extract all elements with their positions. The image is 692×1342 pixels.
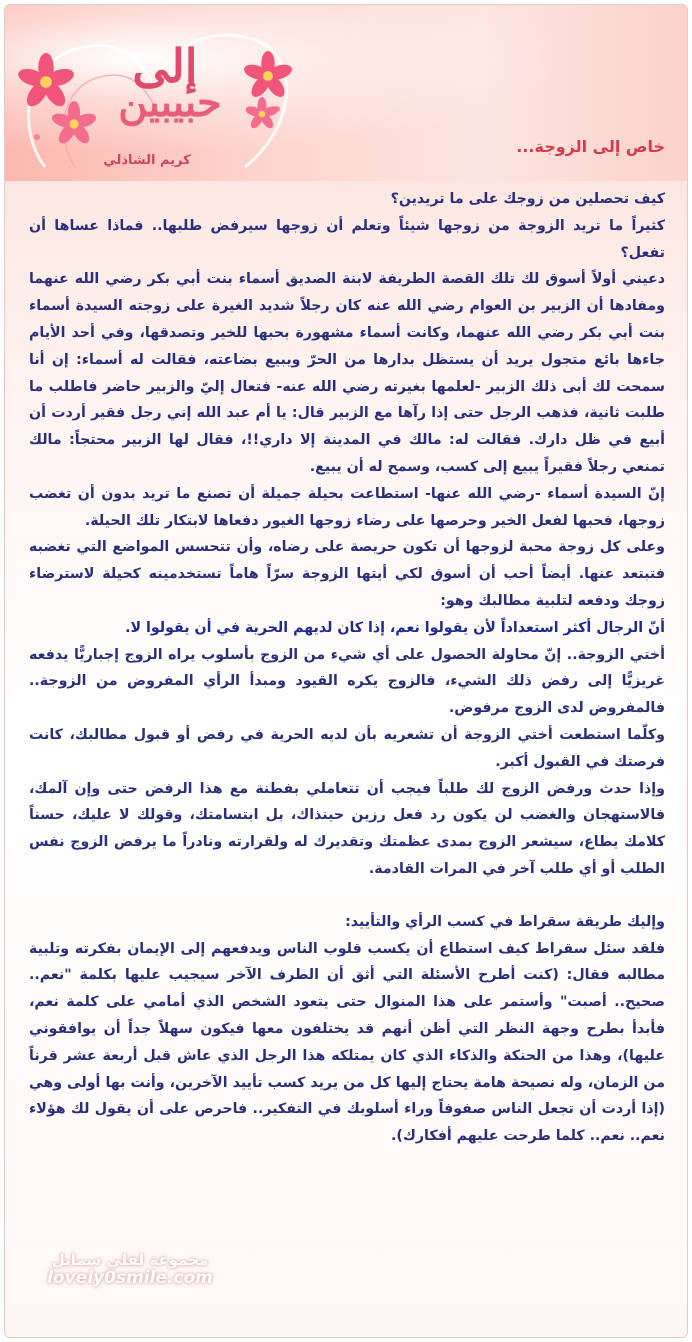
page-frame [4,4,688,1338]
article-paragraph: دعيني أولاً أسوق لك تلك القصة الطريفة لابنة الصديق أسماء بنت أبي بكر رضي الله عنهما ومفادها أن الزبير بن العوام رضي الله عنه كان رجلاً شديد الغيرة على زوجته السيدة أسماء بنت أبي بكر رضي الله عنهما، وكانت أسماء مشهورة بحبها للخير وتصدقها، وفي أحد الأيام جاءها بائع متجول يريد أن يستظل بدارها من الحرّ ويبيع بضاعته، فقالت له أسماء: إن أنا سمحت لك أبى ذلك الزبير -لعلمها بغيرته رضي الله عنه- فتعال إليّ والزبير حاضر فاطلب ما طلبت ثانية، فذهب الرجل حتى إذا رآها مع الزبير قال: يا أم عبد الله إني رجل فقير أردت أن أبيع في ظل دارك. فقالت له: مالك في المدينة إلا داري!!، فقال لها الزبير محتجاً: مالك تمنعي رجلاً فقيراً يبيع إلى كسب، وسمح له أن يبيع. [29,271,665,475]
article-paragraph: كثيراً ما تريد الزوجة من زوجها شيئاً وتعلم أن زوجها سيرفض طلبها.. فماذا عساها أن تفعل؟ [29,217,665,261]
article-paragraph: وعلى كل زوجة محبة لزوجها أن تكون حريصة على رضاه، وأن تتحسس المواضع التي تغضبه فتبتعد عنها. أيضاً أحب أن أسوق لكي أيتها الزوجة سرّاً هاماً تستخدمينه كحيلة لاسترضاء زوجك ودفعه لتلبية مطالبك وهو: [29,539,665,609]
watermark-arabic: مجموعة لفلي سمايل [51,1251,209,1269]
section-title: خاص إلى الزوجة... [516,137,665,156]
article-subheading: وإليك طريقة سقراط في كسب الرأي والتأييد: [345,913,665,930]
author-name: كريم الشاذلي [103,153,191,168]
article-paragraph: وإذا حدث ورفض الزوج لك طلباً فيجب أن تتعاملي بفطنة مع هذا الرفض حتى وإن آلمك، فالاستهجان والغضب لن يكون رد فعل رزين حينذاك، بل ابتسامتك، وقولك لا عليك، حسناً كلامك يطاع، سيشعر الزوج بمدى عظمتك وتقديرك له ولقرارته ونادراً ما يرفض الزوج نفس الطلب أو أي طلب آخر في المرات القادمة. [29,780,665,877]
header-banner [5,5,687,181]
article-paragraph: إنّ السيدة أسماء -رضي الله عنها- استطاعت بحيلة جميلة أن تصنع ما تريد بدون أن تغضب زوجها، فحبها لفعل الخير وحرصها على رضاء زوجها الغيور دفعاها لابتكار تلك الحيلة. [29,485,665,529]
site-watermark [45,1252,215,1287]
watermark-url: lovely0smile.com [47,1267,213,1288]
article-paragraph: وكلّما استطعت أختي الزوجة أن تشعريه بأن لديه الحرية في رفض أو قبول مطالبك، كانت فرصتك في القبول أكبر. [29,726,665,770]
article-body [29,186,665,1150]
paragraph-spacer [29,883,665,909]
article-paragraph: فلقد سئل سقراط كيف استطاع أن يكسب قلوب الناس ويدفعهم إلى الإيمان بفكرته وتلبية مطالبه فقال: (كنت أطرح الأسئلة التي أثق أن الطرف الآخر سيجيب عليها بكلمة "نعم.. صحيح.. أصبت" وأستمر على هذا المنوال حتى يتعود الشخص الذي أمامي على كلمة نعم، فأبدأ بطرح وجهة النظر التي أظن أنهم قد يختلفون معها فيكون سهلاً جداً أن يوافقوني عليها)، وهذا من الحنكة والذكاء الذي كان يمتلكه هذا الرجل الذي عاش قبل أربعة عشر قرناً من الزمان، وله نصيحة هامة يحتاج إليها كل من يريد كسب تأييد الآخرين، وأنت بها أولى وهي (إذا أردت أن تجعل الناس صفوفاً وراء أسلوبك في التفكير.. فاحرص على أن يقول لك هؤلاء نعم.. نعم.. كلما طرحت عليهم أفكارك). [29,940,665,1145]
logo-title-main: حبيبين [118,79,222,126]
article-paragraph: أختي الزوجة.. إنّ محاولة الحصول على أي شيء من الزوج بأسلوب يراه الزوج إجباريًّا يدفعه غريزيًّا إلى رفض ذلك الشيء، فالزوج يكره القيود ومبدأ الرأي المفروض من الزوجة.. فالمفروض لدى الزوج مرفوض. [29,646,665,717]
article-key-point: أنّ الرجال أكثر استعداداً لأن يقولوا نعم، إذا كان لديهم الحرية في أن يقولوا لا. [125,619,665,636]
article-heading: كيف تحصلين من زوجك على ما تريدين؟ [390,191,665,207]
logo-title-top: إلى [132,39,198,93]
